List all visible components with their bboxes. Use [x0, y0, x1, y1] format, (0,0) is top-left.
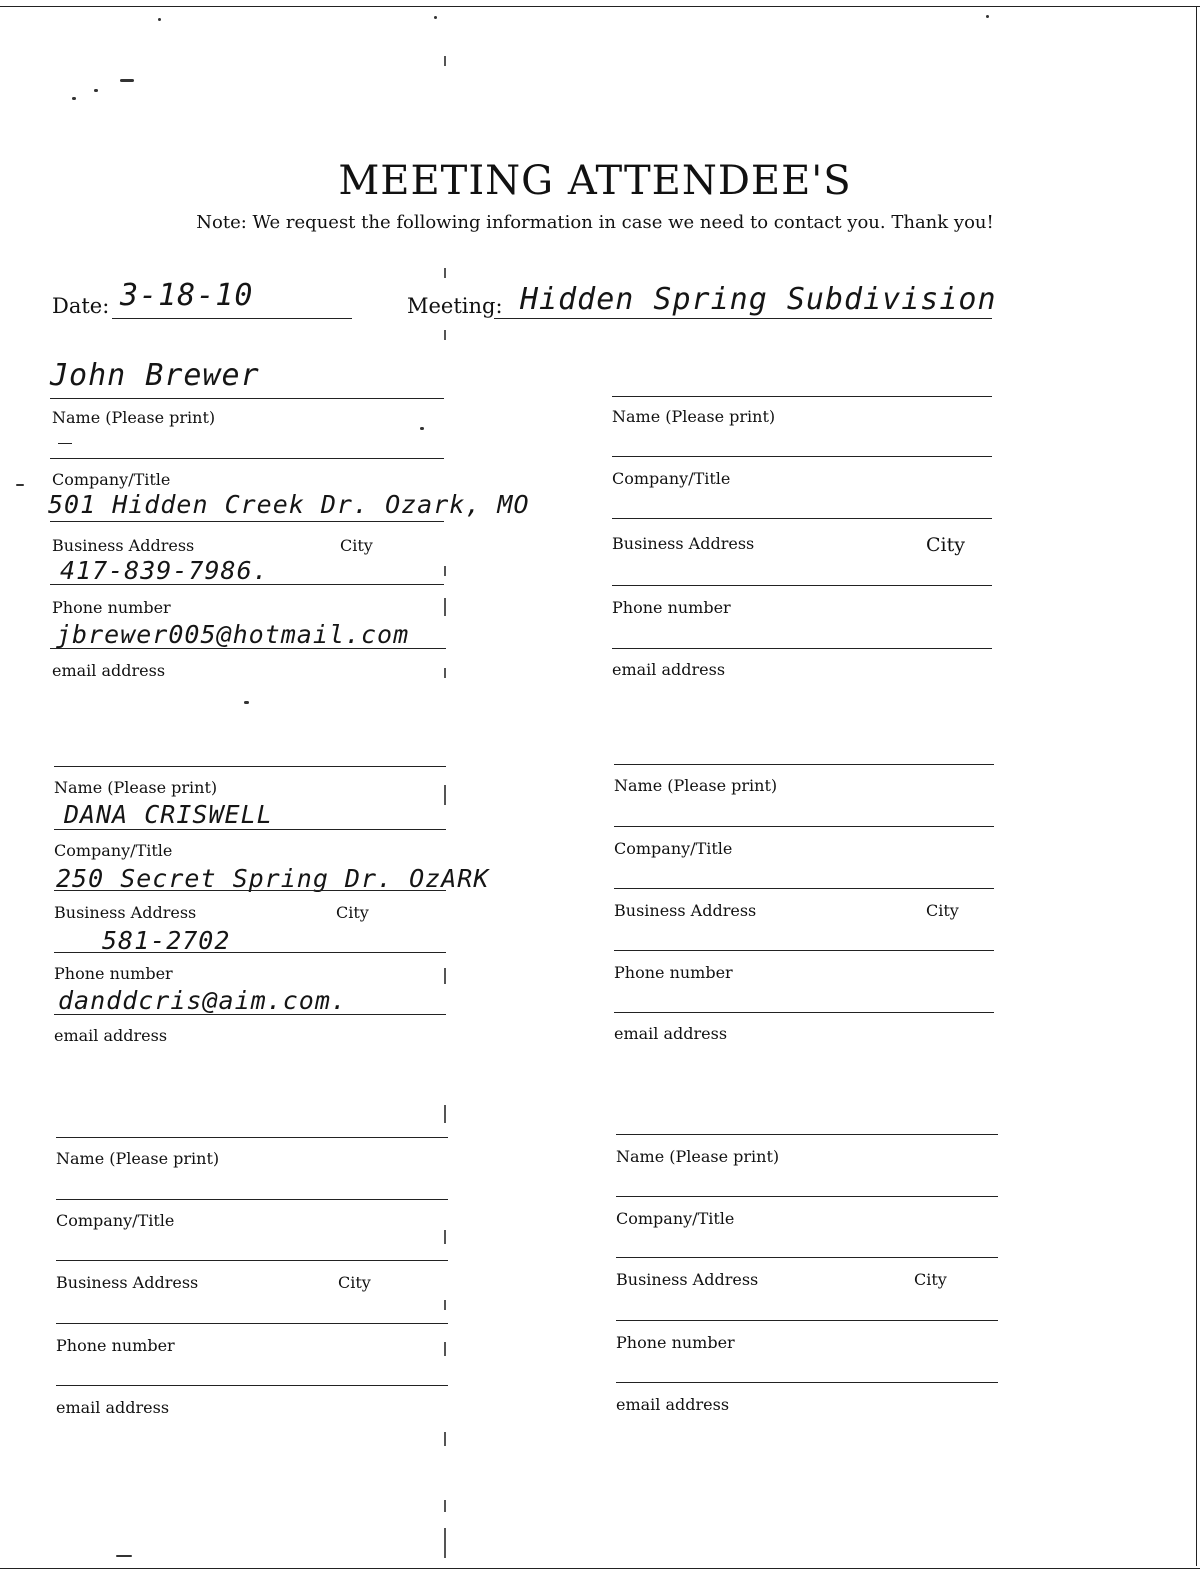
page-border-right — [1196, 6, 1197, 1566]
city-label: City — [926, 901, 959, 920]
email-label: email address — [616, 1395, 730, 1414]
phone-line — [614, 1012, 994, 1013]
scan-speck — [116, 1555, 132, 1557]
email-line — [612, 648, 992, 649]
phone-line — [50, 584, 444, 585]
company-label: Company/Title — [616, 1209, 735, 1228]
date-value: 3-18-10 — [120, 278, 254, 313]
scan-speck — [120, 79, 134, 82]
address-label: Business Address — [52, 536, 195, 555]
page-border-bottom — [0, 1568, 1200, 1569]
scan-speck — [244, 701, 249, 704]
company-line — [54, 890, 446, 891]
fold-mark — [444, 268, 446, 278]
email-label: email address — [56, 1398, 170, 1417]
address-label: Business Address — [56, 1273, 199, 1292]
company-dash-mark — [58, 443, 72, 444]
name-label: Name (Please print) — [616, 1147, 780, 1166]
fold-mark — [444, 1528, 446, 1558]
fold-mark — [444, 1432, 446, 1446]
attendee-2-name: DANA CRISWELL — [64, 800, 273, 829]
name-label: Name (Please print) — [54, 778, 218, 797]
attendee-1-address: 501 Hidden Creek Dr. Ozark, MO — [48, 490, 530, 519]
fold-mark — [444, 598, 446, 616]
address-line — [50, 521, 444, 522]
fold-mark — [444, 566, 446, 576]
attendee-1-email: jbrewer005@hotmail.com — [56, 620, 410, 649]
scan-speck — [16, 484, 24, 486]
phone-label: Phone number — [616, 1333, 735, 1352]
address-line — [614, 950, 994, 951]
phone-line — [616, 1382, 998, 1383]
scan-speck — [72, 97, 76, 100]
address-line — [616, 1320, 998, 1321]
name-label: Name (Please print) — [614, 776, 778, 795]
address-label: Business Address — [54, 903, 197, 922]
name-line — [50, 398, 444, 399]
fold-mark — [444, 785, 446, 805]
date-line — [112, 318, 352, 319]
top-line — [54, 766, 446, 767]
fold-mark — [444, 1230, 446, 1244]
address-label: Business Address — [614, 901, 757, 920]
fold-mark — [444, 330, 446, 340]
email-label: email address — [614, 1024, 728, 1043]
phone-label: Phone number — [52, 598, 171, 617]
fold-mark — [444, 1105, 446, 1123]
contact-note: Note: We request the following information in case we need to contact you. Thank you! — [196, 212, 994, 233]
phone-label: Phone number — [54, 964, 173, 983]
company-label: Company/Title — [612, 469, 731, 488]
name-label: Name (Please print) — [612, 407, 776, 426]
phone-line — [612, 585, 992, 586]
name-line — [54, 829, 446, 830]
meeting-line — [494, 318, 992, 319]
phone-label: Phone number — [56, 1336, 175, 1355]
phone-label: Phone number — [614, 963, 733, 982]
company-label: Company/Title — [54, 841, 173, 860]
attendee-2-phone: 581-2702 — [102, 926, 231, 955]
top-line — [56, 1137, 448, 1138]
name-line — [612, 396, 992, 397]
email-label: email address — [52, 661, 166, 680]
city-label: City — [926, 534, 965, 556]
company-line — [56, 1260, 448, 1261]
page-title: MEETING ATTENDEE'S — [338, 158, 852, 204]
name-label: Name (Please print) — [56, 1149, 220, 1168]
company-line — [616, 1257, 998, 1258]
scan-speck — [434, 16, 437, 19]
scan-speck — [986, 15, 989, 18]
company-line — [50, 458, 444, 459]
scan-speck — [94, 89, 98, 92]
city-label: City — [338, 1273, 371, 1292]
phone-line — [56, 1385, 448, 1386]
company-label: Company/Title — [52, 470, 171, 489]
fold-mark — [444, 56, 446, 66]
fold-mark — [444, 1342, 446, 1356]
city-label: City — [914, 1270, 947, 1289]
fold-mark — [444, 1300, 446, 1310]
fold-mark — [444, 968, 446, 984]
city-label: City — [336, 903, 369, 922]
address-label: Business Address — [616, 1270, 759, 1289]
attendee-2-email: danddcris@aim.com. — [58, 986, 347, 1015]
name-line — [56, 1199, 448, 1200]
top-line — [614, 764, 994, 765]
attendee-1-name: John Brewer — [50, 358, 260, 393]
scan-speck — [420, 427, 424, 430]
address-line — [612, 518, 992, 519]
company-label: Company/Title — [56, 1211, 175, 1230]
meeting-value: Hidden Spring Subdivision — [520, 282, 997, 317]
top-line — [616, 1134, 998, 1135]
name-label: Name (Please print) — [52, 408, 216, 427]
scan-speck — [158, 18, 161, 21]
phone-line — [54, 1014, 446, 1015]
company-label: Company/Title — [614, 839, 733, 858]
city-label: City — [340, 536, 373, 555]
address-line — [56, 1323, 448, 1324]
address-line — [54, 952, 446, 953]
fold-mark — [444, 668, 446, 678]
email-label: email address — [54, 1026, 168, 1045]
name-line — [616, 1196, 998, 1197]
name-line — [614, 826, 994, 827]
date-label: Date: — [52, 294, 110, 318]
meeting-label: Meeting: — [407, 294, 503, 318]
company-line — [614, 888, 994, 889]
page-border-top — [0, 6, 1200, 7]
fold-mark — [444, 1500, 446, 1512]
email-line — [50, 648, 446, 649]
address-label: Business Address — [612, 534, 755, 553]
email-label: email address — [612, 660, 726, 679]
phone-label: Phone number — [612, 598, 731, 617]
attendee-2-address: 250 Secret Spring Dr. OzARK — [56, 864, 490, 893]
company-line — [612, 456, 992, 457]
attendee-1-phone: 417-839-7986. — [60, 556, 269, 585]
